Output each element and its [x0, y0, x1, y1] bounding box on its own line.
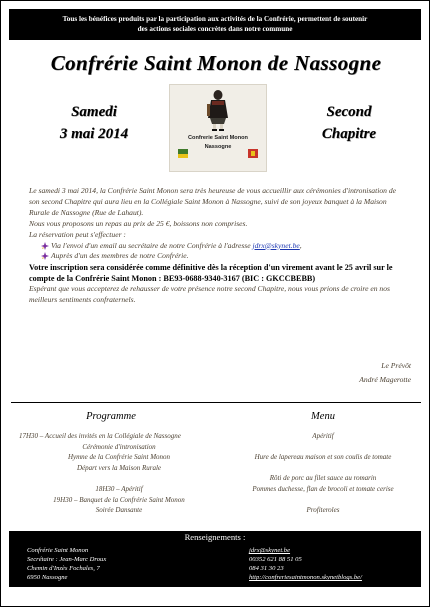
menu-row: Apéritif [312, 432, 334, 440]
monk-figure-icon [204, 88, 232, 132]
bullet-email-end: , [299, 240, 302, 250]
programme-heading: Programme [86, 411, 136, 422]
programme-row [19, 473, 219, 484]
coat-of-arms-left-icon [178, 149, 188, 158]
payment-notice: Votre inscription sera considérée comme définitive dès la réception d'un virement avant le 25 avril sur le compte de la Confrérie Saint Monon : BE93-0688-9340-3167 (BIC : GKCCBEBB) [29, 263, 393, 284]
footer-email-link[interactable]: jdrx@skynet.be [249, 547, 291, 554]
email-link[interactable]: jdrx@skynet.be [252, 240, 300, 250]
menu-list [233, 431, 413, 516]
menu-heading: Menu [311, 411, 335, 422]
programme-row: 19H30 – Banquet de la Confrérie Saint Monon [53, 495, 185, 504]
programme-row: 18H30 – Apéritif [95, 484, 143, 493]
menu-row [233, 463, 413, 474]
programme-row: Départ vers la Maison Rurale [77, 463, 161, 472]
menu-row: Hure de lapereau maison et son coulis de tomate [254, 453, 392, 462]
menu-row: Pommes duchesse, flan de brocoli et tomate cerise [252, 484, 394, 493]
invitation-text [29, 186, 407, 306]
logo-caption-1: Confrerie Saint Monon [188, 135, 248, 141]
footer-secretary: Secrétaire : Jean-Marc Droux [27, 556, 107, 564]
contact-footer [9, 531, 421, 587]
programme-row: 17H30 – Accueil des invités en la Collégiale de Nassogne [19, 432, 181, 440]
footer-heading: Renseignements : [184, 532, 246, 542]
bullet-star-icon [41, 242, 49, 250]
footer-street: Chemin d'Inzès Fochales, 7 [27, 565, 100, 573]
menu-row: Rôti de porc au filet sauce au romarin [269, 474, 377, 483]
bullet-email-text: Via l'envoi d'un email au secrétaire de notre Confrérie à l'adresse [51, 240, 253, 250]
top-banner [9, 9, 421, 40]
divider [11, 402, 421, 403]
menu-row: Profiteroles [306, 506, 340, 515]
programme-list [19, 431, 219, 516]
footer-address [27, 546, 227, 582]
date-day: Samedi [71, 104, 117, 120]
date-heading [29, 101, 159, 145]
coat-of-arms-right-icon [248, 149, 258, 158]
footer-website-link[interactable]: http://confreriesaintmonon.skynetblogs.be/ [249, 574, 362, 582]
menu-row [233, 442, 413, 453]
chapter-label: Chapitre [321, 126, 377, 142]
footer-phone: 084 31 30 23 [249, 565, 284, 573]
signature-name: André Magerotte [359, 375, 411, 384]
programme-row: Hymne de la Confrérie Saint Monon [67, 453, 171, 462]
chapter-heading [293, 101, 405, 145]
closing-paragraph: Espérant que vous accepterez de rehausser de votre présence notre second Chapitre, nous vous prions de croire en nos meilleurs sentiments confraternels. [29, 284, 390, 305]
logo-caption-2: Nassogne [204, 144, 232, 150]
price-paragraph: Nous vous proposons un repas au prix de 25 €, boissons non comprises. [29, 218, 248, 228]
bullet-member [29, 251, 407, 262]
bullet-member-text: Auprès d'un des membres de notre Confrérie. [51, 251, 189, 261]
footer-contacts [249, 546, 419, 582]
footer-org: Confrérie Saint Monon [27, 547, 89, 554]
menu-row [233, 495, 413, 506]
programme-row: Soirée Dansante [95, 506, 143, 515]
chapter-ordinal: Second [326, 104, 372, 120]
programme-row: Cérémonie d'intronisation [82, 442, 156, 451]
footer-phone-mobile: 00352 621 88 51 05 [249, 556, 302, 564]
banner-line-1: Tous les bénéfices produits par la participation aux activités de la Confrérie, permettent de soutenir [62, 15, 368, 23]
footer-city: 6950 Nassogne [27, 574, 68, 582]
banner-line-2: des actions sociales concrètes dans notre commune [137, 25, 293, 33]
intro-paragraph: Le samedi 3 mai 2014, la Confrérie Saint Monon sera très heureuse de vous accueillir aux cérémonies d'intronisation de son second Chapitre qui aura lieu en la Collégiale Saint Monon à Nassogne, suivi de son joyeux banquet à la Maison Rurale de Nassogne (Rue de Lahaut). [29, 186, 396, 217]
bullet-email [29, 241, 407, 252]
bullet-star-icon [41, 252, 49, 260]
confrerie-logo [169, 84, 267, 172]
page-title: Confrérie Saint Monon de Nassogne [50, 51, 382, 75]
signature-title: Le Prévôt [381, 361, 411, 370]
reservation-intro: La réservation peut s'effectuer : [29, 229, 126, 239]
date-full: 3 mai 2014 [59, 126, 129, 142]
